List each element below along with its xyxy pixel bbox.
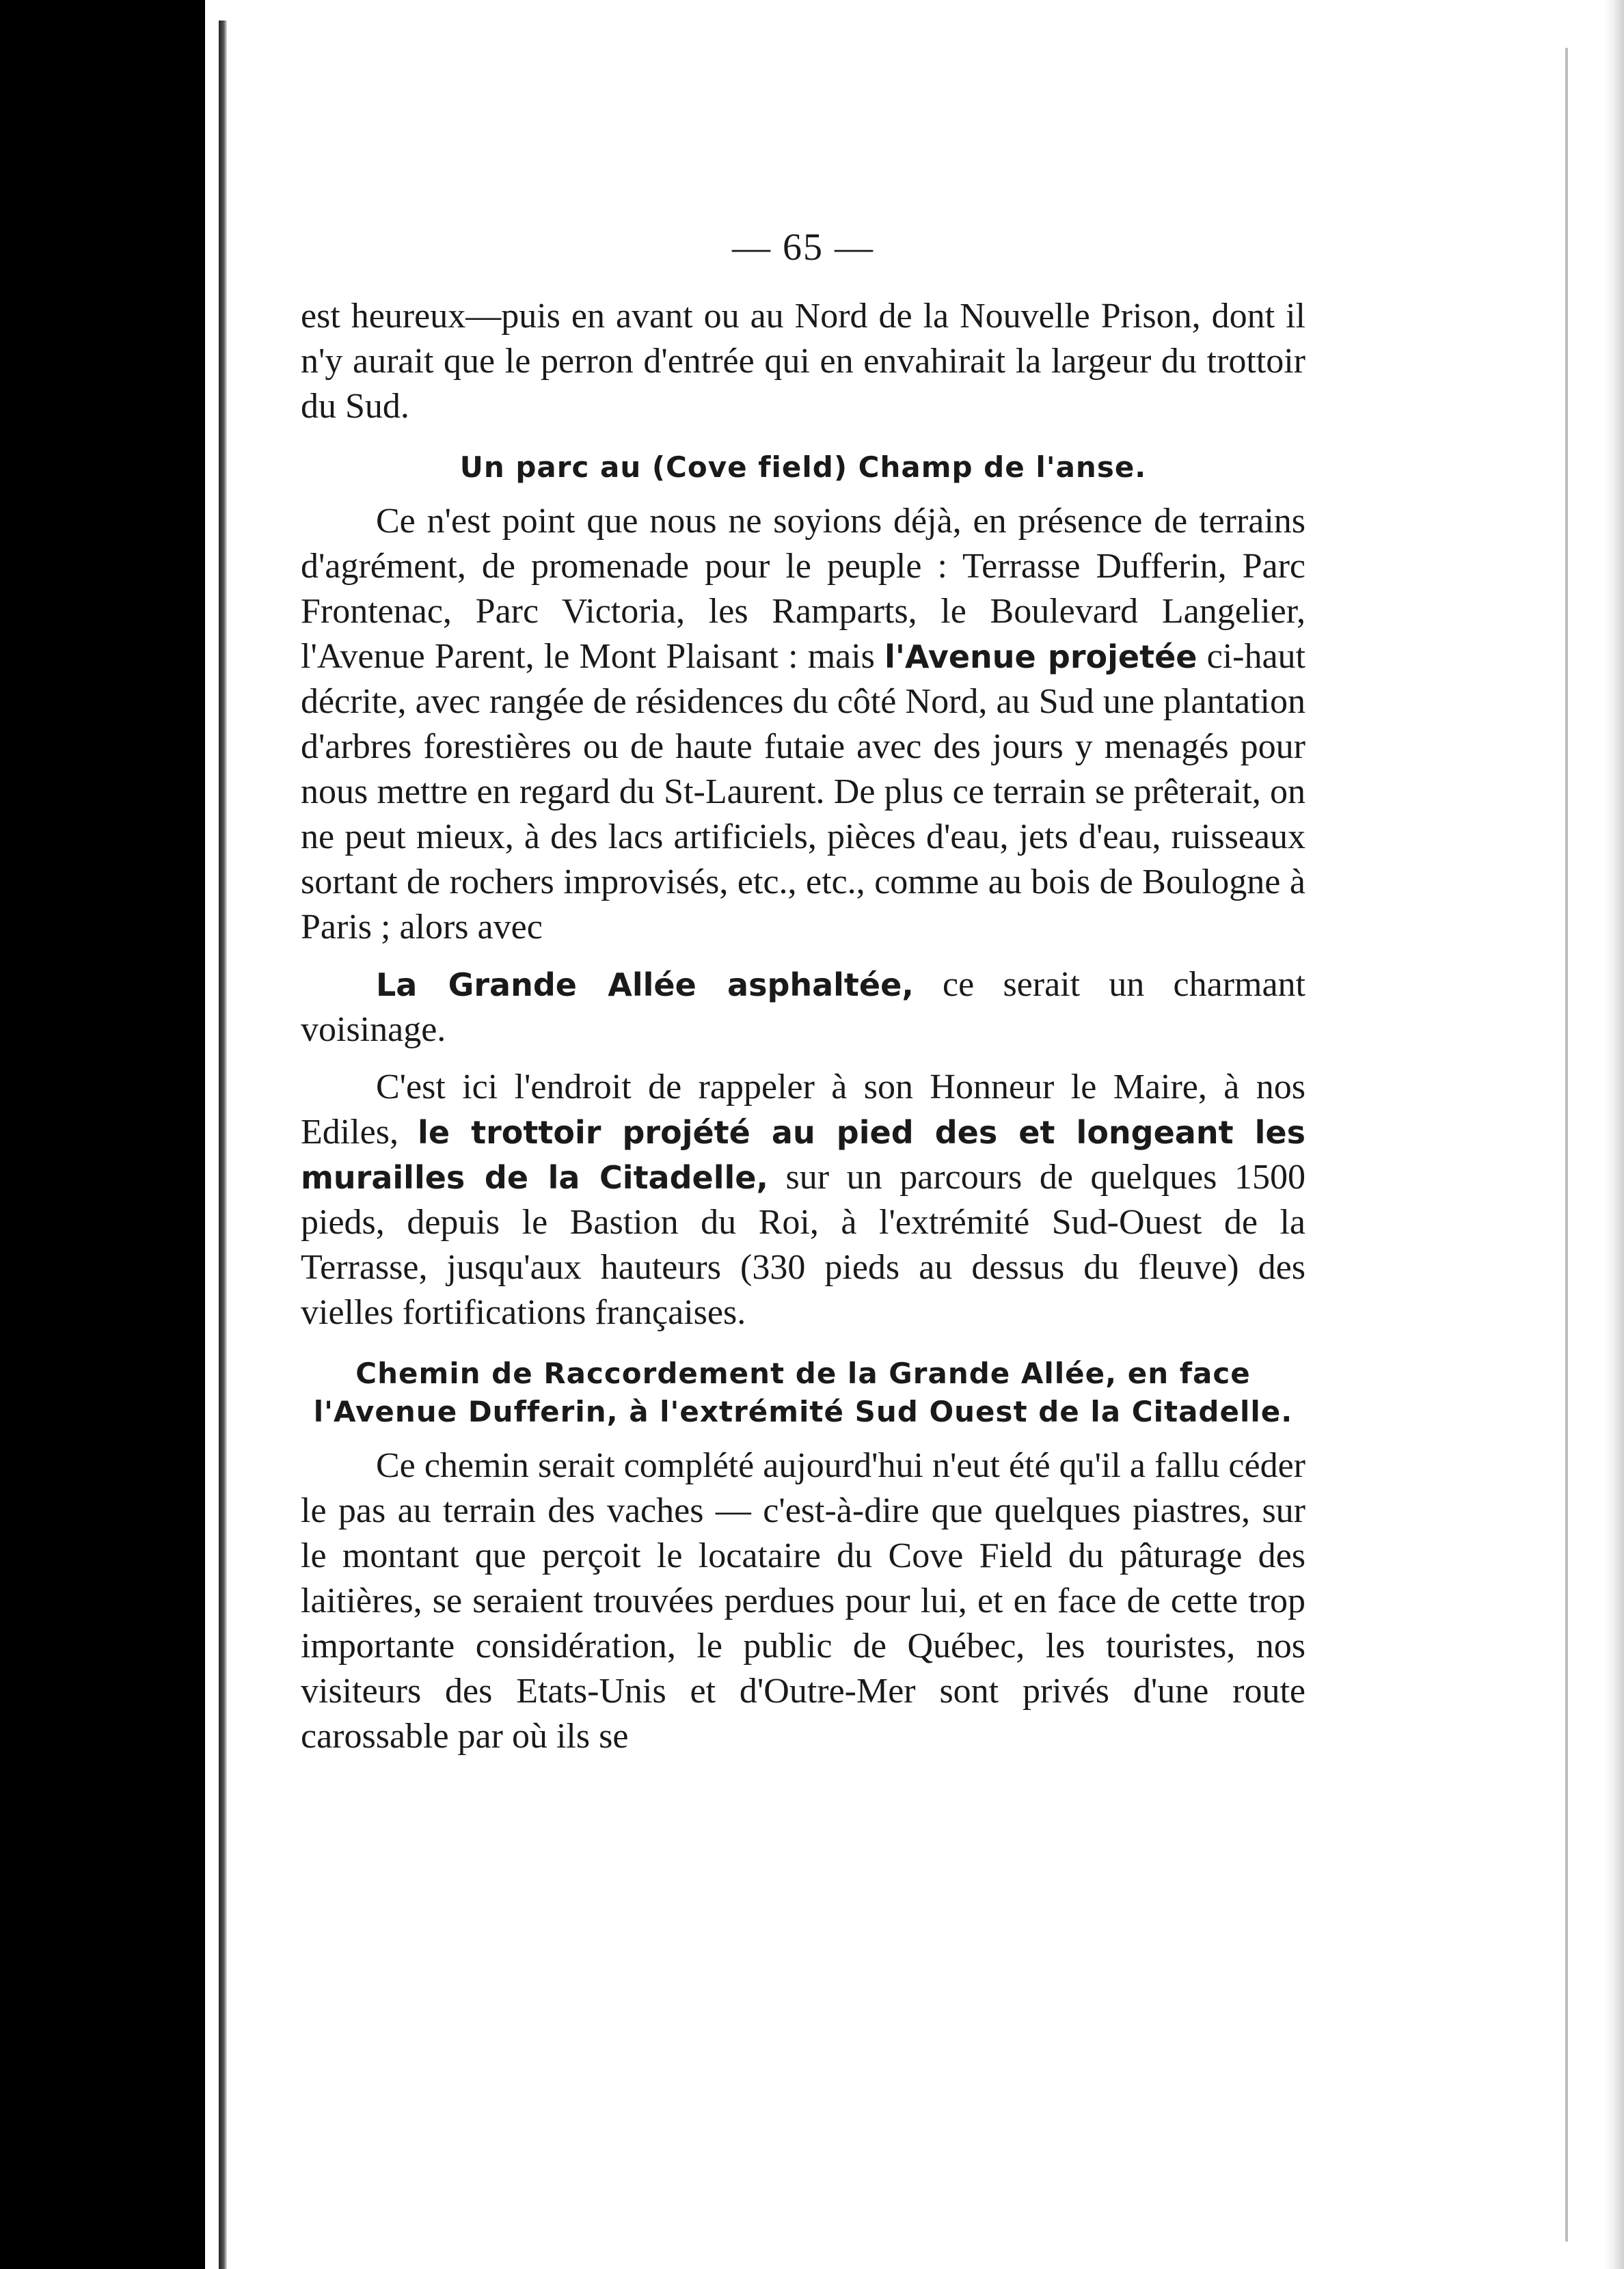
paragraph-4-text-c: sur un parcours de quelques 1500 pieds, depuis le Bastion du Roi, à l'extrémité Sud-Ouest de la Terrasse, jusqu'aux hauteurs (330 pieds au dessus du fleuve) des vielles fortifications françaises. xyxy=(301,1158,1305,1332)
scan-black-border xyxy=(0,0,205,2269)
paragraph-4-emphasis: le trottoir projété au pied des et longeant les murailles de la Citadelle, xyxy=(301,1114,1305,1196)
paragraph-2-text-a: Ce n'est point que nous ne soyions déjà, en présence de terrains d'agrément, de promenade pour le peuple : Terrasse Dufferin, Parc Frontenac, Parc Victoria, les Ramparts, le Boulevard Langelier, l'Avenue Parent, le Mont Plaisant : mais xyxy=(301,502,1305,676)
scan-top-margin xyxy=(0,0,1624,21)
document-page xyxy=(301,226,1305,1759)
paragraph-1: est heureux—puis en avant ou au Nord de la Nouvelle Prison, dont il n'y aurait que le perron d'entrée qui en envahirait la largeur du trottoir du Sud. xyxy=(301,297,1305,426)
paragraph-3-emphasis: La Grande Allée asphaltée, xyxy=(376,966,914,1003)
paragraph-3-text: ce serait un charmant voisinage. xyxy=(301,965,1305,1049)
page-right-edge-line xyxy=(1565,48,1568,2242)
paragraph-4-text-a: C'est ici l'endroit de rappeler à son Honneur le Maire, à nos Ediles, xyxy=(301,1068,1305,1152)
page-number: — 65 — xyxy=(732,226,874,269)
section-heading-chemin-raccordement: Chemin de Raccordement de la Grande Allée, en face l'Avenue Dufferin, à l'extrémité Sud Ouest de la Citadelle. xyxy=(313,1357,1293,1428)
section-heading-cove-field: Un parc au (Cove field) Champ de l'anse. xyxy=(459,450,1147,484)
scan-right-margin xyxy=(1603,0,1624,2269)
paragraph-5: Ce chemin serait complété aujourd'hui n'eut été qu'il a fallu céder le pas au terrain des vaches — c'est-à-dire que quelques piastres, sur le montant que perçoit le locataire du Cove Field du pâturage des laitières, se seraient trouvées perdues pour lui, et en face de cette trop importante considération, le public de Québec, les touristes, nos visiteurs des Etats-Unis et d'Outre-Mer sont privés d'une route carossable par où ils se xyxy=(301,1446,1305,1756)
paragraph-2-text-c: ci-haut décrite, avec rangée de résidences du côté Nord, au Sud une plantation d'arbres forestières ou de haute futaie avec des jours y menagés pour nous mettre en regard du St-Laurent. De plus ce terrain se prêterait, on ne peut mieux, à des lacs artificiels, pièces d'eau, jets d'eau, ruisseaux sortant de rochers improvisés, etc., etc., comme au bois de Boulogne à Paris ; alors avec xyxy=(301,637,1305,947)
paragraph-2 xyxy=(301,499,1305,950)
page-binding-edge xyxy=(219,21,227,2269)
paragraph-2-emphasis: l'Avenue projetée xyxy=(884,638,1197,675)
paragraph-3 xyxy=(301,962,1305,1052)
paragraph-4 xyxy=(301,1065,1305,1335)
